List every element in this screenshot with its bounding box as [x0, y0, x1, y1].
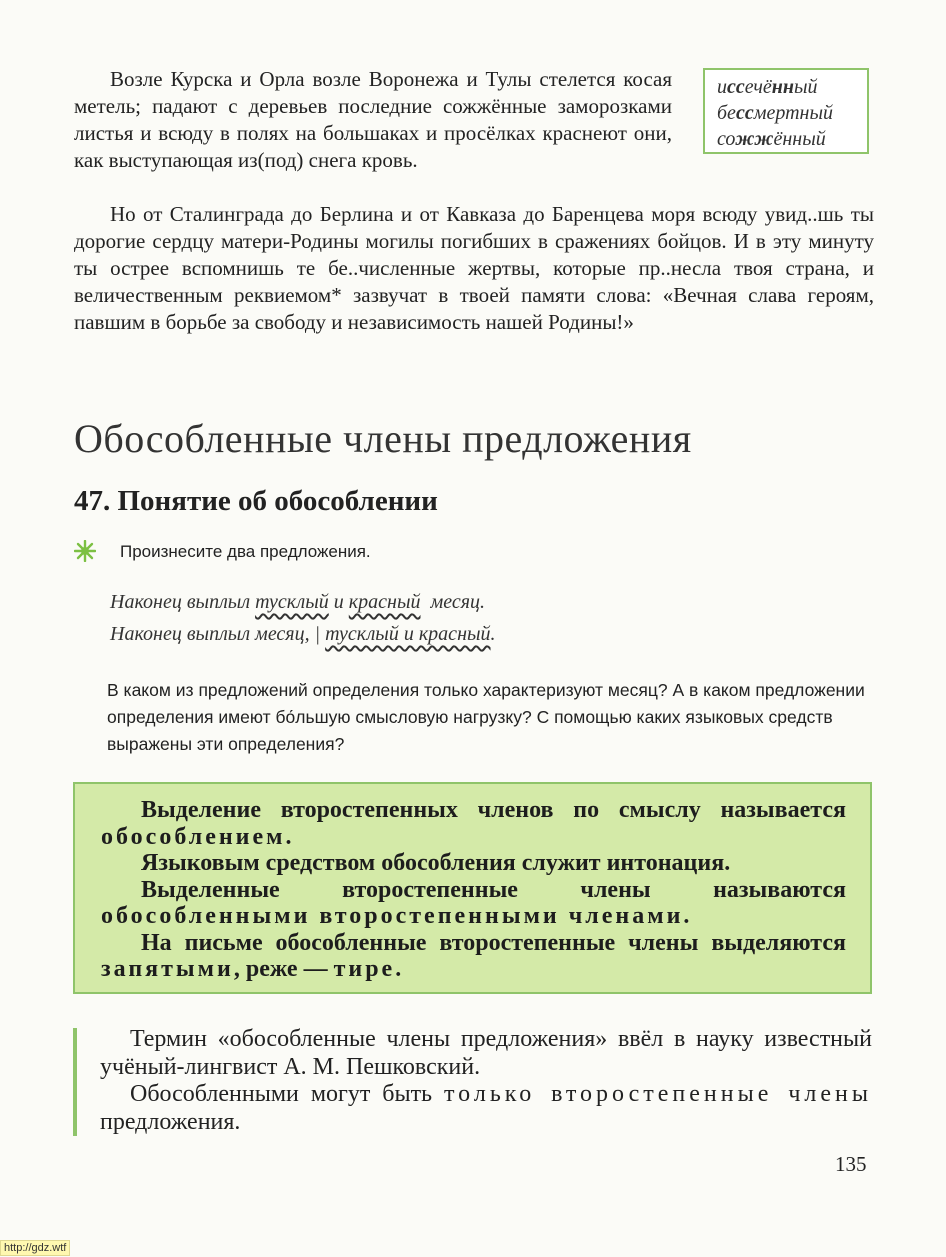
task-question: В каком из предложений определения только характеризуют месяц? А в каком предложении определения имеют бо́льшую смысловую нагрузку? С помощью каких языковых средств выражены эти определения?: [107, 680, 865, 754]
spelling-word: сожжённый: [717, 128, 826, 150]
passage-paragraph-2-text: Но от Сталинграда до Берлина и от Кавказа до Баренцева моря всюду увид..шь ты дорогие сердцу матери-Родины могилы погибших в сражениях бойцов. И в эту минуту ты острее вспомнишь те бе..численные жертвы, которые пр..несла твоя страна, и величественным реквиемом* зазвучат в твоей памяти слова: «Вечная слава героям, павшим в борьбе за свободу и независимость нашей Родины!»: [74, 202, 874, 334]
section-title: Обособленные члены предложения: [74, 416, 692, 461]
passage-paragraph-2: [74, 201, 874, 336]
underlined-adjective: тусклый: [255, 591, 329, 613]
rule-box: [73, 782, 872, 994]
spelling-word: иссечённый: [717, 76, 818, 98]
passage-paragraph-1-text: Возле Курска и Орла возле Воронежа и Тулы стелется косая метель; падают с деревьев последние сожжённые заморозками листья и всюду в полях на большаках и просёлках краснеют они, как выступающая из(под) снега кровь.: [74, 67, 672, 172]
rule-line-2: Языковым средством обособления служит интонация.: [141, 850, 731, 876]
note-accent-bar: [73, 1028, 77, 1136]
task-instruction: Произнесите два предложения.: [120, 542, 371, 561]
spelling-word: бессмертный: [717, 102, 833, 124]
rule-line-1: Выделение второстепенных членов по смыслу называется обособлением.: [101, 797, 846, 850]
underlined-phrase: тусклый и красный: [325, 623, 491, 645]
lesson-title: 47. Понятие об обособлении: [74, 485, 438, 517]
underlined-adjective: красный: [348, 591, 421, 613]
rule-line-3: Выделенные второстепенные члены называются обособленными второстепенными членами.: [101, 876, 846, 929]
note-paragraph: Термин «обособленные члены предложения» ввёл в науку известный учёный-лингвист А. М. Пешковский. Обособленными могут быть только второстепенные члены предложения.: [100, 1026, 872, 1135]
rule-line-4: На письме обособленные второстепенные члены выделяются запятыми, реже — тире.: [101, 929, 846, 982]
example-sentence-2: Наконец выплыл месяц, | тусклый и красный.: [110, 623, 496, 645]
spelling-words-box: [703, 68, 869, 154]
source-link[interactable]: http://gdz.wtf: [0, 1240, 70, 1256]
star-burst-icon: [74, 540, 96, 562]
passage-paragraph-1: [74, 66, 672, 174]
example-sentence-1: Наконец выплыл тусклый и красный месяц.: [110, 591, 486, 613]
page-number: 135: [835, 1152, 867, 1176]
